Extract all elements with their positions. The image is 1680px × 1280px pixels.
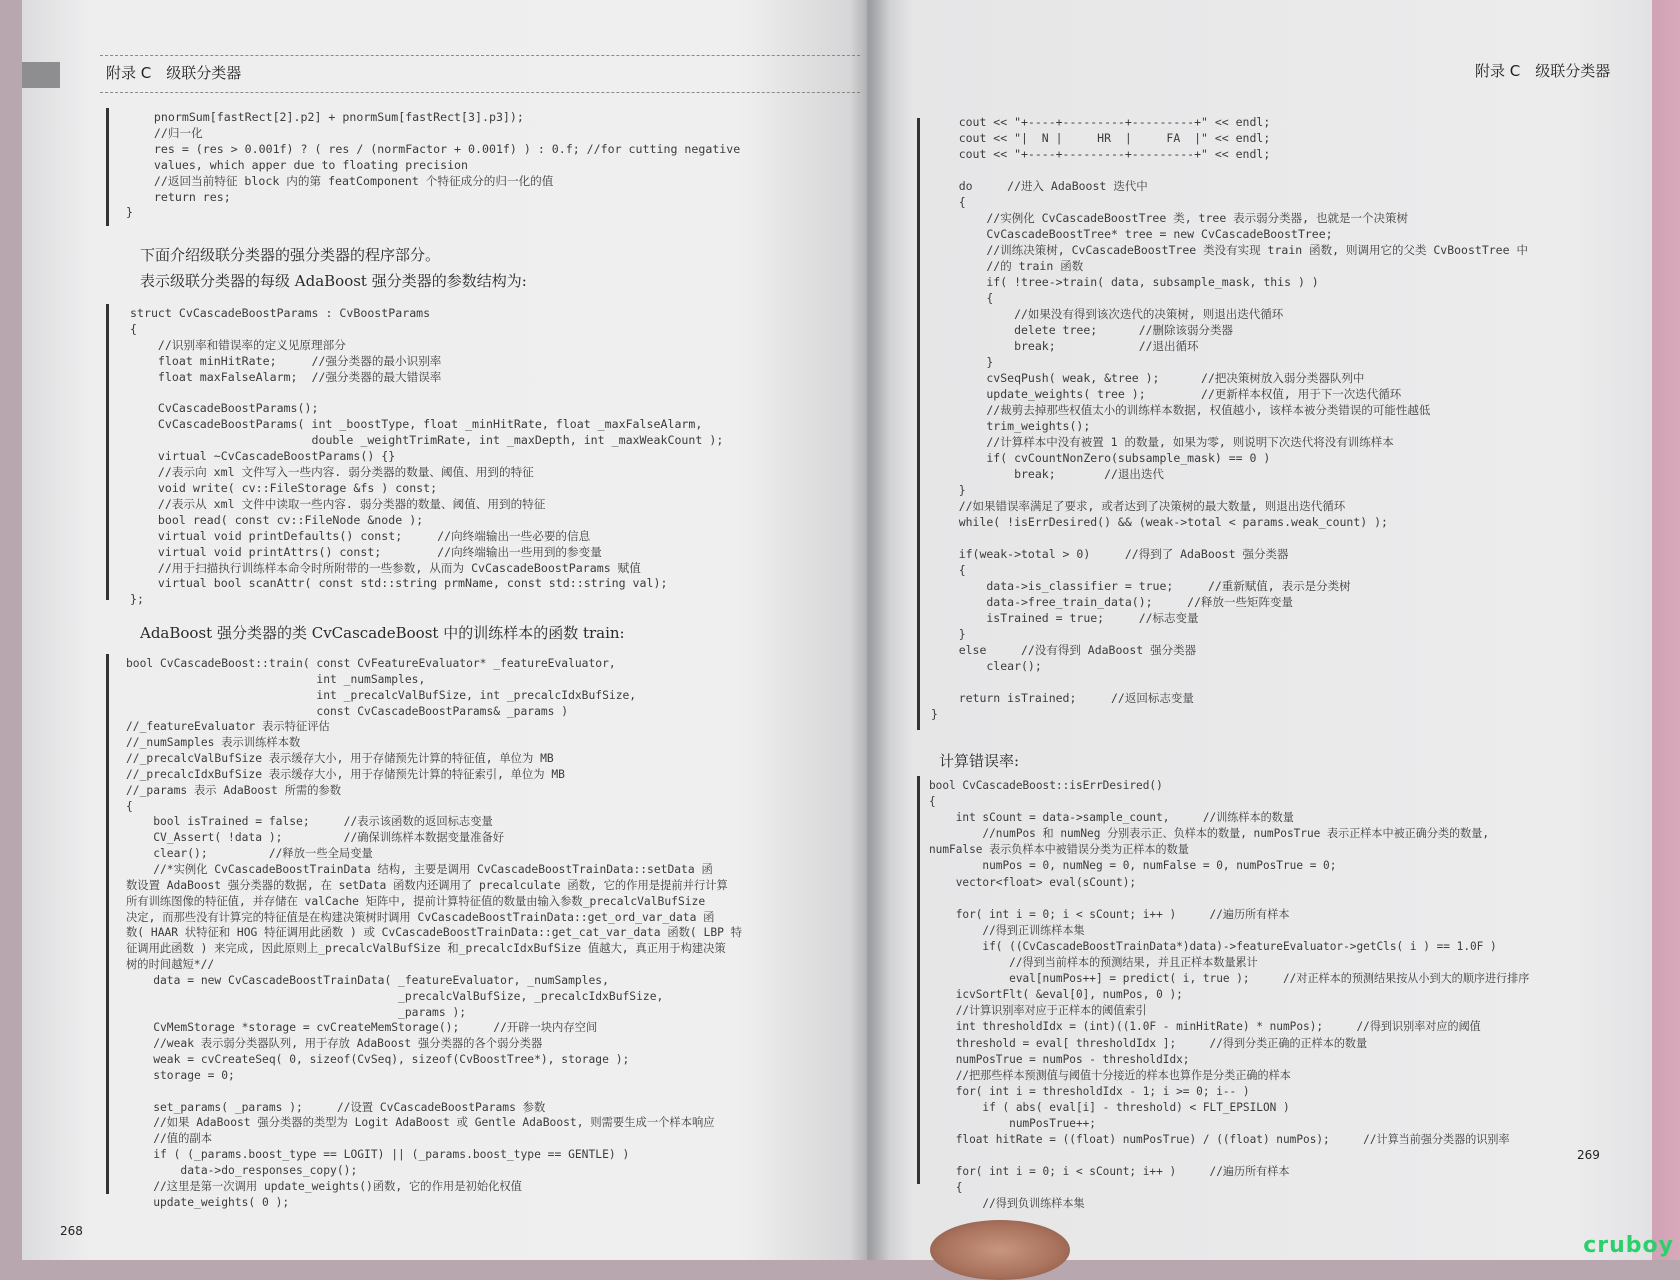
code-block-params-struct: struct CvCascadeBoostParams : CvBoostParams { //识别率和错误率的定义见原理部分 float minHitRate; //强分类器的最小识别率 float maxFalseAlarm; //强分类器的最大错误率 CvCascadeBoostParams(); CvCascadeBoostParams( int _boostType, float _minHitRate, float _maxFalseAlarm, double _weightTrimRate, int _maxDepth, int _maxWeakCount ); virtual ~CvCascadeBoostParams() {} //表示向 xml 文件写入一些内容. 弱分类器的数量、阈值、用到的特征 void write( cv::FileStorage &fs ) const; //表示从 xml 文件中读取一些内容. 弱分类器的数量、阈值、用到的特征 bool read( const cv::FileNode &node ); virtual void printDefaults() const; //向终端输出一些必要的信息 virtual void printAttrs() const; //向终端输出一些用到的参变量 //用于扫描执行训练样本命令时所附带的一些参数, 从而为 CvCascadeBoostParams 赋值 virtual bool scanAttr( const std::string prmName, const std::string val); }; bbox=[130, 306, 724, 607]
code-block-bar bbox=[917, 118, 920, 730]
code-block-bar bbox=[106, 304, 109, 600]
header-rule-bottom bbox=[100, 92, 860, 93]
chapter-tab-marker bbox=[22, 62, 60, 88]
thumb bbox=[930, 1220, 1070, 1280]
intro-text-strong-classifier: 下面介绍级联分类器的强分类器的程序部分。 bbox=[140, 246, 441, 264]
header-rule-top bbox=[100, 55, 860, 56]
watermark: cruboy bbox=[1583, 1233, 1674, 1258]
book-gutter bbox=[850, 0, 890, 1260]
code-block-res-return: pnormSum[fastRect[2].p2] + pnormSum[fastRect[3].p3]); //归一化 res = (res > 0.001f) ? ( res / (normFactor + 0.001f) ) : 0.f; //for cutting negative values, which apper due to floating precision //返回当前特征 block 内的第 featComponent 个特征成分的归一化的值 return res; } bbox=[126, 110, 741, 220]
right-page bbox=[867, 0, 1652, 1260]
left-page bbox=[22, 0, 867, 1260]
right-page-header: 附录 C 级联分类器 bbox=[1475, 62, 1611, 80]
code-block-adaboost-loop: cout << "+----+---------+---------+" << endl; cout << "| N | HR | FA |" << endl; cout << "+----+---------+---------+" << endl; do //进入 AdaBoost 迭代中 { //实例化 CvCascadeBoostTree 类, tree 表示弱分类器, 也就是一个决策树 CvCascadeBoostTree* tree = new CvCascadeBoostTree; //训练决策树, CvCascadeBoostTree 类没有实现 train 函数, 则调用它的父类 CvBoostTree 中 //的 train 函数 if( !tree->train( data, subsample_mask, this ) ) { //如果没有得到该次迭代的决策树, 则退出迭代循环 delete tree; //删除该弱分类器 break; //退出循环 } cvSeqPush( weak, &tree ); //把决策树放入弱分类器队列中 update_weights( tree ); //更新样本权值, 用于下一次迭代循环 //裁剪去掉那些权值太小的训练样本数据, 权值越小, 该样本被分类错误的可能性越低 trim_weights(); //计算样本中没有被置 1 的数量, 如果为零, 则说明下次迭代将没有训练样本 if( cvCountNonZero(subsample_mask) == 0 ) break; //退出迭代 } //如果错误率满足了要求, 或者达到了决策树的最大数量, 则退出迭代循环 while( !isErrDesired() && (weak->total < params.weak_count) ); if(weak->total > 0) //得到了 AdaBoost 强分类器 { data->is_classifier = true; //重新赋值, 表示是分类树 data->free_train_data(); //释放一些矩阵变量 isTrained = true; //标志变量 } else //没有得到 AdaBoost 强分类器 clear(); return isTrained; //返回标志变量 } bbox=[931, 115, 1528, 721]
open-book bbox=[22, 0, 1652, 1260]
intro-text-params-struct: 表示级联分类器的每级 AdaBoost 强分类器的参数结构为: bbox=[140, 272, 527, 290]
code-block-train-function: bool CvCascadeBoost::train( const CvFeatureEvaluator* _featureEvaluator, int _numSamples, int _precalcValBufSize, int _precalcIdxBufSize, const CvCascadeBoostParams& _params ) //_featureEvaluator 表示特征评估 //_numSamples 表示训练样本数 //_precalcValBufSize 表示缓存大小, 用于存储预先计算的特征值, 单位为 MB //_precalcIdxBufSize 表示缓存大小, 用于存储预先计算的特征索引, 单位为 MB //_params 表示 AdaBoost 所需的参数 { bool isTrained = false; //表示该函数的返回标志变量 CV_Assert( !data ); //确保训练样本数据变量准备好 clear(); //释放一些全局变量 //*实例化 CvCascadeBoostTrainData 结构, 主要是调用 CvCascadeBoostTrainData::setData 函 数设置 AdaBoost 强分类器的数据, 在 setData 函数内还调用了 precalculate 函数, 它的作用是提前并行计算 所有训练图像的特征值, 并存储在 valCache 矩阵中, 提前计算特征值的数量由输入参数_precalcValBufSize 决定, 而那些没有计算完的特征值是在构建决策树时调用 CvCascadeBoostTrainData::get_ord_var_data 函 数( HAAR 状特征和 HOG 特征调用此函数 ) 或 CvCascadeBoostTrainData::get_cat_var_data 函数( LBP 特 征调用此函数 ) 来完成, 因此原则上_precalcValBufSize 和_precalcIdxBufSize 值越大, 真正用于构建决策 树的时间越短*// data = new CvCascadeBoostTrainData( _featureEvaluator, _numSamples, _precalcValBufSize, _precalcIdxBufSize, _params ); CvMemStorage *storage = cvCreateMemStorage(); //开辟一块内存空间 //weak 表示弱分类器队列, 用于存放 AdaBoost 强分类器的各个弱分类器 weak = cvCreateSeq( 0, sizeof(CvSeq), sizeof(CvBoostTree*), storage ); storage = 0; set_params( _params ); //设置 CvCascadeBoostParams 参数 //如果 AdaBoost 强分类器的类型为 Logit AdaBoost 或 Gentle AdaBoost, 则需要生成一个样本响应 //值的副本 if ( (_params.boost_type == LOGIT) || (_params.boost_type == GENTLE) ) data->do_responses_copy(); //这里是第一次调用 update_weights()函数, 它的作用是初始化权值 update_weights( 0 ); bbox=[126, 657, 743, 1209]
right-page-number: 269 bbox=[1577, 1148, 1600, 1162]
left-page-header: 附录 C 级联分类器 bbox=[106, 64, 242, 82]
code-block-bar bbox=[917, 776, 920, 1184]
code-block-is-err-desired: bool CvCascadeBoost::isErrDesired() { int sCount = data->sample_count, //训练样本的数量 //numPos 和 numNeg 分别表示正、负样本的数量, numPosTrue 表示正样本中被正确分类的数量, numFalse 表示负样本中被错误分类为正样本的数量 numPos = 0, numNeg = 0, numFalse = 0, numPosTrue = 0; vector<float> eval(sCount); for( int i = 0; i < sCount; i++ ) //遍历所有样本 //得到正训练样本集 if( ((CvCascadeBoostTrainData*)data)->featureEvaluator->getCls( i ) == 1.0F ) //得到当前样本的预测结果, 并且正样本数量累计 eval[numPos++] = predict( i, true ); //对正样本的预测结果按从小到大的顺序进行排序 icvSortFlt( &eval[0], numPos, 0 ); //计算识别率对应于正样本的阈值索引 int thresholdIdx = (int)((1.0F - minHitRate) * numPos); //得到识别率对应的阈值 threshold = eval[ thresholdIdx ]; //得到分类正确的正样本的数量 numPosTrue = numPos - thresholdIdx; //把那些样本预测值与阈值十分接近的样本也算作是分类正确的样本 for( int i = thresholdIdx - 1; i >= 0; i-- ) if ( abs( eval[i] - threshold) < FLT_EPSILON ) numPosTrue++; float hitRate = ((float) numPosTrue) / ((float) numPos); //计算当前强分类器的识别率 for( int i = 0; i < sCount; i++ ) //遍历所有样本 { //得到负训练样本集 bbox=[929, 779, 1530, 1211]
intro-text-train-function: AdaBoost 强分类器的类 CvCascadeBoost 中的训练样本的函数 train: bbox=[140, 624, 625, 642]
left-page-number: 268 bbox=[60, 1224, 83, 1238]
compute-error-rate-text: 计算错误率: bbox=[939, 752, 1020, 770]
code-block-bar bbox=[106, 654, 109, 1194]
code-block-bar bbox=[106, 108, 109, 226]
